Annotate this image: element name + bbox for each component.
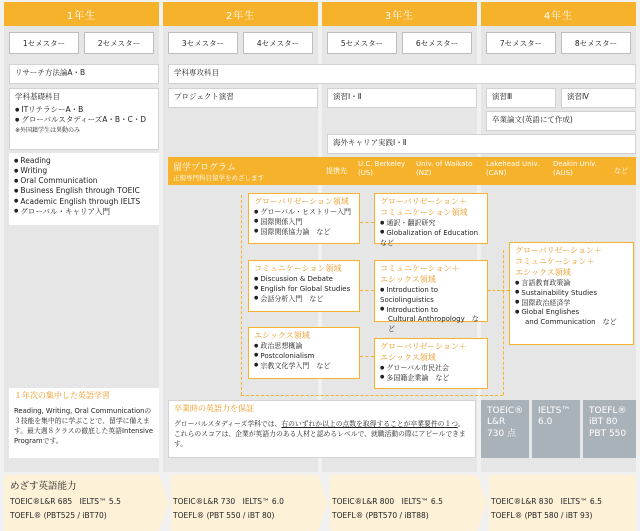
arrow-shape: [477, 475, 487, 531]
domain-title: コミュニケーション＋: [380, 264, 460, 273]
domain-item: ● 言語教育政策論: [515, 279, 628, 289]
target-line: TOEIC®L&R 685 IELTS™ 5.5: [10, 497, 121, 506]
target-line: TOEFL® (PBT 580 / iBT 93): [491, 511, 593, 520]
graduation-text: レベルで、就職活動の際にアピールできます。: [174, 429, 466, 449]
partners-etc: など: [614, 167, 628, 175]
english-course-item: ● Business English through TOEIC: [14, 186, 154, 196]
domain-title: エシックス領域: [380, 353, 436, 362]
domain-title: コミュニケーション領域: [254, 264, 342, 273]
partner-berkeley: [358, 160, 405, 178]
score-line: 730 点: [487, 428, 517, 439]
domain-title: エシックス領域: [515, 268, 571, 277]
seminar-4-label: 演習Ⅳ: [567, 92, 589, 101]
study-abroad-title: 留学プログラム: [173, 163, 236, 173]
domain-item: ● English for Global Studies: [254, 285, 354, 295]
target-line: TOEFL® (PBT570 / iBT88): [332, 511, 429, 520]
target-line: TOEIC®L&R 800 IELTS™ 6.5: [332, 497, 443, 506]
score-line: IELTS™: [538, 406, 571, 416]
thesis-box: [486, 111, 636, 131]
study-abroad-subtitle: 正規専門科目留学をめざします: [173, 174, 264, 182]
semester-6: 6セメスター: [402, 32, 472, 54]
domain-item: ● Postcolonialism: [254, 352, 354, 362]
graduation-title: 卒業時の英語力を保証: [174, 404, 254, 413]
english-course-item: ● Oral Communication: [14, 176, 154, 186]
score-line: 6.0: [538, 417, 553, 428]
overseas-career-box: [327, 134, 636, 154]
overseas-career-label: 海外キャリア実践Ⅰ・Ⅱ: [333, 138, 407, 147]
seminar-1-2-label: 演習Ⅰ・Ⅱ: [333, 92, 362, 101]
connector-line: [360, 356, 374, 357]
graduation-english-box: [168, 400, 476, 458]
semester-2: 2セメスター: [84, 32, 154, 54]
partner-loc: (CAN): [486, 168, 507, 177]
intensive-body: Reading, Writing, Oral Communicationの３技能を集中的に学ぶことで、留学に備えます。最大週８クラスの徹底した英語Intensive Programです。: [14, 406, 154, 446]
partner-name: Univ. of Waikato: [416, 160, 473, 168]
english-course-item: ● Reading: [14, 156, 154, 166]
english-course-item: ● グローバル・キャリア入門: [14, 207, 154, 217]
study-abroad-bar: [168, 157, 636, 185]
seminar-3-box: [486, 88, 556, 108]
partner-deakin: [553, 160, 597, 178]
target-line: TOEIC®L&R 730 IELTS™ 6.0: [173, 497, 284, 506]
target-year1: [4, 475, 159, 531]
partner-name: Deakin Univ.: [553, 160, 597, 168]
arrow-shape: [318, 475, 328, 531]
domain-global-ethics: [374, 338, 488, 389]
connector-line: [241, 395, 503, 396]
score-line: TOEFL®: [589, 406, 627, 416]
target-title: めざす英語能力: [10, 481, 77, 492]
semester-1: 1セメスター: [9, 32, 79, 54]
domain-item: ● 政治思想概論: [254, 342, 354, 352]
project-box: [168, 88, 318, 108]
domain-item: ● Globalization of Education など: [380, 229, 482, 249]
dept-basic-item: ● ITリテラシーA・B: [15, 105, 153, 115]
score-tile-ielts: [532, 400, 580, 458]
research-methods-box: [9, 64, 159, 84]
partner-label: 提携先: [326, 167, 347, 175]
project-label: プロジェクト演習: [174, 92, 234, 101]
domain-all-three: [509, 242, 634, 345]
domain-item: ● 国際関係協力論 など: [254, 228, 354, 238]
semester-7: 7セメスター: [486, 32, 556, 54]
domain-title: コミュニケーション＋: [515, 257, 595, 266]
domain-item: and Communication など: [525, 318, 617, 327]
seminar-4-box: [561, 88, 636, 108]
domain-globalization: [248, 193, 360, 244]
domain-item: ● 通訳・翻訳研究: [380, 219, 482, 229]
dept-basic-note: ※外国籍学生は異動のみ: [15, 127, 81, 135]
semester-4: 4セメスター: [243, 32, 313, 54]
graduation-text: グローバルスタディーズ学科では、: [174, 419, 282, 428]
domain-title: コミュニケーション領域: [380, 208, 468, 217]
connector-line: [360, 222, 374, 223]
domain-title: エシックス領域: [380, 275, 436, 284]
target-line: TOEFL® (PBT 550 / iBT 80): [173, 511, 275, 520]
year-header-1: 1年生: [4, 2, 159, 26]
year-header-4: 4年生: [481, 2, 636, 26]
domain-comm-ethics: [374, 260, 488, 334]
domain-title: グローバリゼーション＋: [380, 197, 467, 206]
domain-item: ● Introduction to: [380, 306, 482, 316]
domain-global-comm: [374, 193, 488, 247]
partner-loc: (US): [358, 168, 374, 177]
target-line: TOEIC®L&R 830 IELTS™ 6.5: [491, 497, 602, 506]
domain-communication: [248, 260, 360, 312]
domain-title: エシックス領域: [254, 331, 310, 340]
semester-3: 3セメスター: [168, 32, 238, 54]
partner-loc: (AUS): [553, 168, 573, 177]
score-tile-toefl: [583, 400, 636, 458]
dept-basic-box: [9, 88, 159, 150]
domain-item: ● 国際政治経済学: [515, 299, 628, 309]
seminar-1-2-box: [327, 88, 477, 108]
graduation-text: 。これらのスコアは、企業が英語力のある人材と認める: [174, 419, 465, 438]
dept-specialty-label: 学科専攻科目: [174, 68, 219, 77]
score-line: iBT 80: [589, 417, 618, 428]
domain-item: ● グローバル・ヒストリー入門: [254, 208, 354, 218]
domain-title: グローバリゼーション領域: [254, 197, 349, 206]
domain-item: ● Introduction to Sociolinguistics: [380, 286, 482, 306]
connector-line: [488, 290, 509, 291]
domain-item: ● グローバル市民社会: [380, 364, 482, 374]
score-tile-toeic: [481, 400, 529, 458]
domain-item: ● Sustainability Studies: [515, 289, 628, 299]
target-year4: [489, 475, 636, 531]
score-line: L&R: [487, 417, 506, 428]
domain-item: Cultural Anthropology など: [388, 315, 479, 334]
partner-waikato: [416, 160, 472, 178]
year-header-3: 3年生: [322, 2, 477, 26]
intensive-title: １年次の集中した英語学習: [14, 391, 110, 400]
partner-name: U.C. Berkeley: [358, 160, 406, 168]
domain-item: ● 多国籍企業論 など: [380, 374, 482, 384]
domain-item: ● 宗教文化学入門 など: [254, 362, 354, 372]
year-header-2: 2年生: [163, 2, 318, 26]
domain-title: グローバリゼーション＋: [515, 246, 602, 255]
score-line: TOEIC®: [487, 406, 524, 416]
graduation-body: [174, 419, 470, 450]
english-courses-box: [9, 153, 159, 225]
english-course-item: ● Academic English through IELTS: [14, 197, 154, 207]
partner-loc: (NZ): [416, 168, 432, 177]
dept-specialty-box: [168, 64, 636, 84]
target-year3: [330, 475, 477, 531]
semester-8: 8セメスター: [561, 32, 631, 54]
dept-basic-item: ● グローバルスタディーズA・B・C・D: [15, 115, 153, 125]
seminar-3-label: 演習Ⅲ: [492, 92, 513, 101]
partner-lakehead: [486, 160, 539, 178]
target-line: TOEFL® (PBT525 / iBT70): [10, 511, 107, 520]
research-methods-label: リサーチ方法論A・B: [15, 68, 86, 77]
intensive-english-box: [9, 388, 159, 458]
connector-line: [503, 250, 504, 395]
score-line: PBT 550: [589, 428, 627, 439]
domain-item: ● 国際関係入門: [254, 218, 354, 228]
graduation-text-emphasis: 右のいずれか以上の点数を取得することが卒業要件の１つ: [281, 419, 458, 428]
english-course-item: ● Writing: [14, 166, 154, 176]
semester-5: 5セメスター: [327, 32, 397, 54]
domain-item: ● Discussion & Debate: [254, 275, 354, 285]
domain-ethics: [248, 327, 360, 379]
domain-item: ● 会話分析入門 など: [254, 295, 354, 305]
domain-title: グローバリゼーション＋: [380, 342, 467, 351]
target-year2: [171, 475, 318, 531]
connector-line: [241, 195, 242, 395]
thesis-label: 卒業論文(英語にて作成): [492, 115, 573, 124]
partner-name: Lakehead Univ.: [486, 160, 540, 168]
dept-basic-title: 学科基礎科目: [15, 92, 60, 101]
connector-line: [360, 290, 374, 291]
domain-item: ● Global Englishes: [515, 308, 628, 318]
arrow-shape: [159, 475, 169, 531]
